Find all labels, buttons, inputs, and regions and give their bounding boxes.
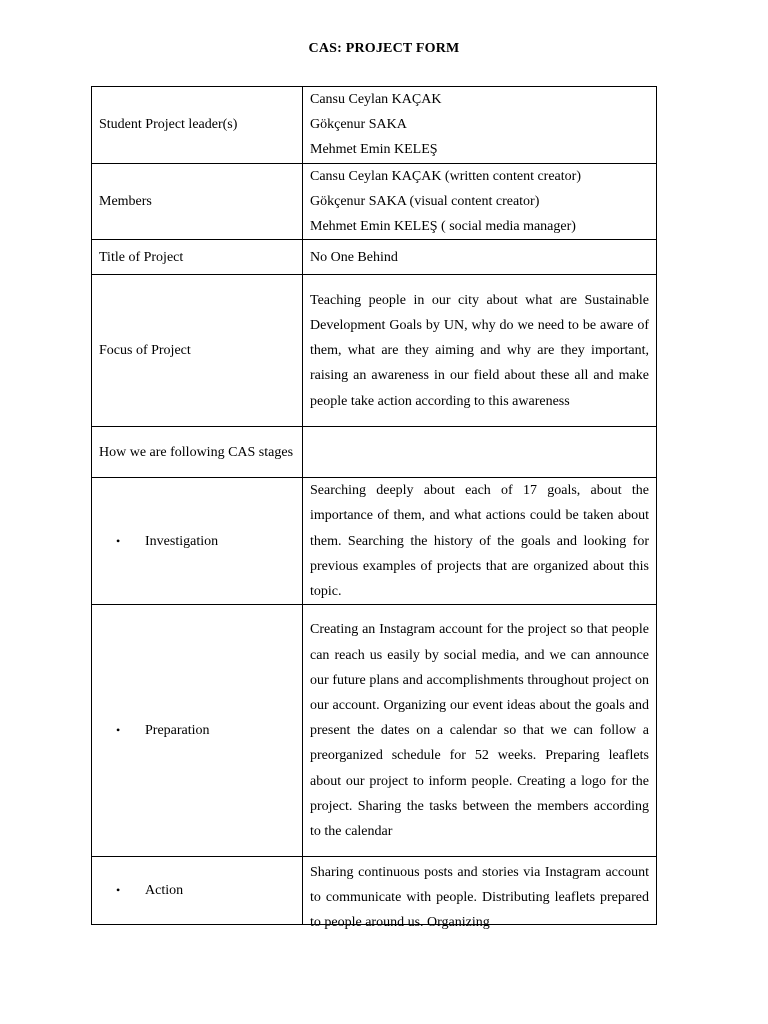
- row-stages: [92, 427, 657, 478]
- label-focus: Focus of Project: [92, 275, 303, 427]
- label-action: [92, 857, 303, 925]
- row-preparation: [92, 605, 657, 857]
- label-leaders: Student Project leader(s): [92, 87, 303, 164]
- project-form-table: [91, 86, 657, 931]
- leader-2: Gökçenur SAKA: [310, 117, 407, 133]
- member-1: Cansu Ceylan KAÇAK (written content creator): [310, 168, 581, 184]
- label-title: Title of Project: [92, 240, 303, 275]
- investigation-label-text: Investigation: [145, 533, 219, 549]
- value-investigation: Searching deeply about each of 17 goals, about the importance of them, and what actions could be taken about them. Searching the history of the goals and looking for previous examples of projects that are organized about this topic.: [303, 478, 657, 605]
- row-title: [92, 240, 657, 275]
- document-title: CAS: PROJECT FORM: [308, 41, 460, 56]
- leader-1: Cansu Ceylan KAÇAK: [310, 92, 442, 107]
- action-text-clip: [310, 860, 649, 931]
- action-text: Sharing continuous posts and stories via Instagram account to communicate with people. Distributing leaflets prepared to people around us. Organizing: [310, 864, 649, 931]
- member-3: Mehmet Emin KELEŞ ( social media manager): [310, 219, 576, 235]
- value-preparation: Creating an Instagram account for the project so that people can reach us easily by social media, and we can announce our future plans and accomplishments throughout project on our account. Organizing our event ideas about the goals and present the dates on a calendar so that we can follow a preorganized schedule for 52 weeks. Preparing leaflets about our project to inform people. Creating a logo for the project. Sharing the tasks between the members according to the calendar: [303, 605, 657, 857]
- value-focus: Teaching people in our city about what are Sustainable Development Goals by UN, why do we need to be aware of them, what are they aiming and why are they important, raising an awareness in our field about these all and make people take action according to this awareness: [303, 275, 657, 427]
- action-label-text: Action: [145, 883, 184, 899]
- preparation-label-text: Preparation: [145, 723, 210, 739]
- bullet-icon: •: [116, 883, 121, 898]
- leader-3: Mehmet Emin KELEŞ: [310, 142, 438, 158]
- bullet-icon: •: [116, 533, 121, 548]
- label-members: Members: [92, 163, 303, 240]
- row-investigation: [92, 478, 657, 605]
- value-members: [303, 163, 657, 240]
- label-preparation: [92, 605, 303, 857]
- value-stages: [303, 427, 657, 478]
- label-investigation: [92, 478, 303, 605]
- row-focus: [92, 275, 657, 427]
- value-title: No One Behind: [303, 240, 657, 275]
- row-action: [92, 857, 657, 925]
- bullet-icon: •: [116, 723, 121, 738]
- value-action: [303, 857, 657, 931]
- row-leaders: [92, 87, 657, 164]
- label-stages: How we are following CAS stages: [92, 427, 303, 478]
- value-leaders: [303, 87, 657, 164]
- member-2: Gökçenur SAKA (visual content creator): [310, 193, 540, 209]
- row-members: [92, 163, 657, 240]
